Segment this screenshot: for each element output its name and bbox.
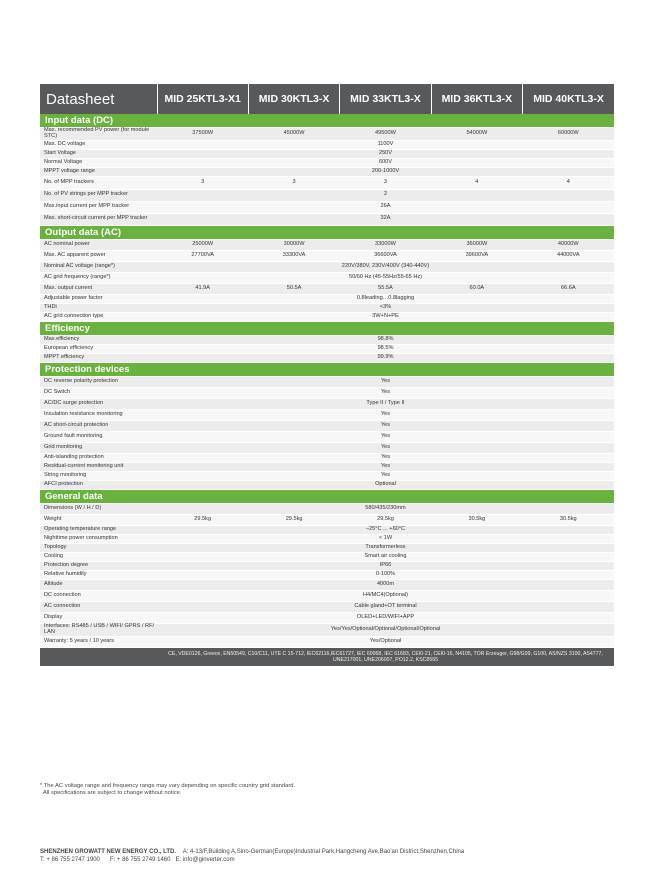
spec-row (40, 189, 614, 201)
spec-value: 40000W (523, 239, 614, 250)
spec-label: Max.input current per MPP tracker (40, 201, 157, 213)
spec-value: Yes (157, 420, 614, 431)
spec-row (40, 543, 614, 552)
spec-label: AC connection (40, 601, 157, 612)
spec-label: MPPT efficiency (40, 353, 157, 362)
spec-value: Yes/Optional (157, 636, 614, 647)
spec-value: 29.5kg (157, 514, 248, 525)
model-header: MID 30KTL3-X (248, 84, 339, 114)
spec-row (40, 525, 614, 534)
spec-value: 37500W (157, 128, 248, 141)
spec-value: Yes (157, 431, 614, 442)
spec-row (40, 623, 614, 636)
spec-table (40, 84, 614, 666)
company-name: SHENZHEN GROWATT NEW ENERGY CO., LTD. (40, 849, 177, 855)
spec-value: 30.5kg (431, 514, 522, 525)
spec-row (40, 636, 614, 647)
spec-label: Display (40, 612, 157, 623)
spec-row (40, 167, 614, 176)
section-title: General data (40, 489, 614, 503)
spec-row (40, 176, 614, 189)
spec-label: Ground fault monitoring (40, 431, 157, 442)
spec-row (40, 250, 614, 261)
model-header: MID 40KTL3-X (523, 84, 614, 114)
spec-label: Cooling (40, 552, 157, 561)
spec-label: Max. DC voltage (40, 140, 157, 149)
spec-value: 33300VA (248, 250, 339, 261)
spec-row (40, 503, 614, 514)
spec-row (40, 294, 614, 303)
spec-value: Cable gland+OT terminal (157, 601, 614, 612)
spec-label: AC grid frequency (range*) (40, 272, 157, 283)
spec-value: Yes (157, 387, 614, 398)
spec-label: AC grid connection type (40, 312, 157, 321)
spec-label: European efficiency (40, 344, 157, 353)
spec-label: AC short-circuit protection (40, 420, 157, 431)
model-header: MID 25KTL3-X1 (157, 84, 248, 114)
spec-label: Max. recommended PV power (for module STC) (40, 128, 157, 141)
spec-value: 30000W (248, 239, 339, 250)
spec-value: 0.8leading…0.8lagging (157, 294, 614, 303)
spec-row (40, 579, 614, 590)
spec-value: 29.5kg (248, 514, 339, 525)
spec-value: 3W+N+PE (157, 312, 614, 321)
section-title: Efficiency (40, 321, 614, 335)
spec-label: Nighttime power consumption (40, 534, 157, 543)
spec-row (40, 213, 614, 225)
spec-value: 3 (248, 176, 339, 189)
spec-value: <3% (157, 303, 614, 312)
spec-row (40, 303, 614, 312)
spec-label: Relative humidity (40, 570, 157, 579)
section-header (40, 362, 614, 376)
spec-value: 0-100% (157, 570, 614, 579)
spec-value: 4 (523, 176, 614, 189)
datasheet-title: Datasheet (40, 84, 157, 114)
spec-value: 66.6A (523, 283, 614, 294)
spec-row (40, 149, 614, 158)
spec-value: Type II / Type II (157, 398, 614, 409)
spec-value: Optional (157, 480, 614, 489)
spec-row (40, 590, 614, 601)
spec-label: AFCI protection (40, 480, 157, 489)
company-tel: T: + 86 755 2747 1900 (40, 857, 100, 863)
spec-value: 55.5A (340, 283, 431, 294)
spec-label: Nominal AC voltage (range*) (40, 261, 157, 272)
spec-value: IP66 (157, 561, 614, 570)
spec-row (40, 570, 614, 579)
spec-value: 49500W (340, 128, 431, 141)
company-email[interactable]: E: info@ginverter.com (175, 857, 235, 863)
spec-row (40, 283, 614, 294)
spec-value: 25000W (157, 239, 248, 250)
spec-label: AC nominal power (40, 239, 157, 250)
spec-value: 50/60 Hz (45-55Hz/55-65 Hz) (157, 272, 614, 283)
spec-value: Yes (157, 453, 614, 462)
spec-label: Max.efficiency (40, 335, 157, 344)
spec-label: Weight (40, 514, 157, 525)
spec-value: 29.5kg (340, 514, 431, 525)
spec-value: OLED+LED/WIFI+APP (157, 612, 614, 623)
spec-label: Max. short-circuit current per MPP tracker (40, 213, 157, 225)
spec-value: Smart air cooling (157, 552, 614, 561)
spec-row (40, 344, 614, 353)
spec-value: 54000W (431, 128, 522, 141)
spec-row (40, 471, 614, 480)
spec-row (40, 431, 614, 442)
spec-value: 200-1000V (157, 167, 614, 176)
spec-row (40, 353, 614, 362)
spec-row (40, 420, 614, 431)
spec-value: Yes (157, 376, 614, 387)
spec-label: Max. AC apparent power (40, 250, 157, 261)
spec-label: Residual-current monitoring unit (40, 462, 157, 471)
spec-label: Warranty: 5 years / 10 years (40, 636, 157, 647)
spec-row (40, 272, 614, 283)
spec-value: 33000W (340, 239, 431, 250)
spec-value: 60000W (523, 128, 614, 141)
certifications-label (40, 647, 157, 666)
spec-value: 2 (157, 189, 614, 201)
spec-label: Normal Voltage (40, 158, 157, 167)
spec-row (40, 140, 614, 149)
spec-value: 44000VA (523, 250, 614, 261)
spec-label: Grid monitoring (40, 442, 157, 453)
spec-row (40, 442, 614, 453)
datasheet (40, 84, 614, 666)
spec-value: 50.5A (248, 283, 339, 294)
model-header: MID 33KTL3-X (340, 84, 431, 114)
spec-value: 99.9% (157, 353, 614, 362)
spec-value: Yes (157, 409, 614, 420)
spec-row (40, 376, 614, 387)
company-fax: F: + 86 755 2749 1460 (109, 857, 171, 863)
spec-row (40, 158, 614, 167)
section-header (40, 114, 614, 128)
spec-row (40, 201, 614, 213)
spec-row (40, 561, 614, 570)
spec-value: 32A (157, 213, 614, 225)
spec-label: AC/DC surge protection (40, 398, 157, 409)
spec-value: 1100V (157, 140, 614, 149)
spec-value: 220V/380V, 230V/400V (340-440V) (157, 261, 614, 272)
section-title: Input data (DC) (40, 114, 614, 128)
spec-label: String monitoring (40, 471, 157, 480)
spec-row (40, 514, 614, 525)
section-header (40, 321, 614, 335)
spec-label: DC Switch (40, 387, 157, 398)
spec-label: No. of PV strings per MPP tracker (40, 189, 157, 201)
spec-value: Transformerless (157, 543, 614, 552)
spec-label: Dimensions (W / H / D) (40, 503, 157, 514)
spec-label: Insulation resistance monitoring (40, 409, 157, 420)
spec-row (40, 534, 614, 543)
spec-row (40, 462, 614, 471)
spec-value: 30.5kg (523, 514, 614, 525)
spec-row (40, 612, 614, 623)
header-row (40, 84, 614, 114)
spec-label: DC connection (40, 590, 157, 601)
spec-value: 26A (157, 201, 614, 213)
spec-row (40, 261, 614, 272)
spec-row (40, 480, 614, 489)
footnote: * The AC voltage range and frequency range may vary depending on specific country grid standard. (40, 783, 296, 789)
section-title: Protection devices (40, 362, 614, 376)
spec-label: Max. output current (40, 283, 157, 294)
spec-row (40, 398, 614, 409)
spec-row (40, 409, 614, 420)
spec-row (40, 128, 614, 141)
spec-value: –25°C ... +60°C (157, 525, 614, 534)
certifications-row (40, 647, 614, 666)
section-title: Output data (AC) (40, 225, 614, 239)
spec-value: Yes (157, 471, 614, 480)
section-header (40, 225, 614, 239)
spec-label: Adjustable power factor (40, 294, 157, 303)
spec-row (40, 387, 614, 398)
spec-row (40, 239, 614, 250)
spec-value: 98.5% (157, 344, 614, 353)
spec-value: 45000W (248, 128, 339, 141)
spec-label: Protection degree (40, 561, 157, 570)
spec-label: Start Voltage (40, 149, 157, 158)
model-header: MID 36KTL3-X (431, 84, 522, 114)
spec-label: Interfaces: RS485 / USB / WIFI/ GPRS / RF/ LAN (40, 623, 157, 636)
spec-value: 39600VA (431, 250, 522, 261)
footnote: All specifications are subject to change without notice. (40, 790, 182, 796)
spec-value: 36000W (431, 239, 522, 250)
spec-value: 98.8% (157, 335, 614, 344)
spec-value: 250V (157, 149, 614, 158)
spec-value: 3 (157, 176, 248, 189)
spec-value: 3 (340, 176, 431, 189)
spec-row (40, 312, 614, 321)
spec-value: 4 (431, 176, 522, 189)
company-address: A: 4-13/F,Building A,Sino-German(Europe)Industrial Park,Hangcheng Ave,Bao'an District,Shenzhen,China (182, 849, 465, 855)
spec-row (40, 335, 614, 344)
spec-value: H4/MC4(Optional) (157, 590, 614, 601)
spec-value: Yes (157, 462, 614, 471)
spec-value: 600V (157, 158, 614, 167)
spec-label: THDi (40, 303, 157, 312)
spec-value: Yes (157, 442, 614, 453)
spec-value: 4000m (157, 579, 614, 590)
spec-value: Yes/Yes/Optional/Optional/Optional/Optional (157, 623, 614, 636)
spec-label: No. of MPP trackers (40, 176, 157, 189)
spec-value: 60.0A (431, 283, 522, 294)
spec-label: Operating temperature range (40, 525, 157, 534)
spec-value: 36600VA (340, 250, 431, 261)
section-header (40, 489, 614, 503)
spec-value: 580/435/230mm (157, 503, 614, 514)
spec-label: Anti-islanding protection (40, 453, 157, 462)
spec-body (40, 114, 614, 647)
footnotes (40, 783, 295, 797)
spec-label: DC reverse polarity protection (40, 376, 157, 387)
spec-label: Topology (40, 543, 157, 552)
spec-label: Altitude (40, 579, 157, 590)
spec-value: 41.9A (157, 283, 248, 294)
certifications-text: CE, VDE0126, Greece, EN50549, C10/C11, UTE C 15-712, IEC62116,IEC61727, IEC 60068, IEC 61683, CEI0-21, CEI0-16, N4105, TOR Erzeuger, G98/G99, G100, AS/NZS 3100, AS4777, UNE217001, UNE206007, PO12.2, KSC8565 (157, 647, 614, 666)
spec-value: 27700VA (157, 250, 248, 261)
spec-value: < 1W (157, 534, 614, 543)
spec-row (40, 453, 614, 462)
spec-row (40, 601, 614, 612)
company-footer (40, 848, 464, 864)
spec-row (40, 552, 614, 561)
spec-label: MPPT voltage range (40, 167, 157, 176)
